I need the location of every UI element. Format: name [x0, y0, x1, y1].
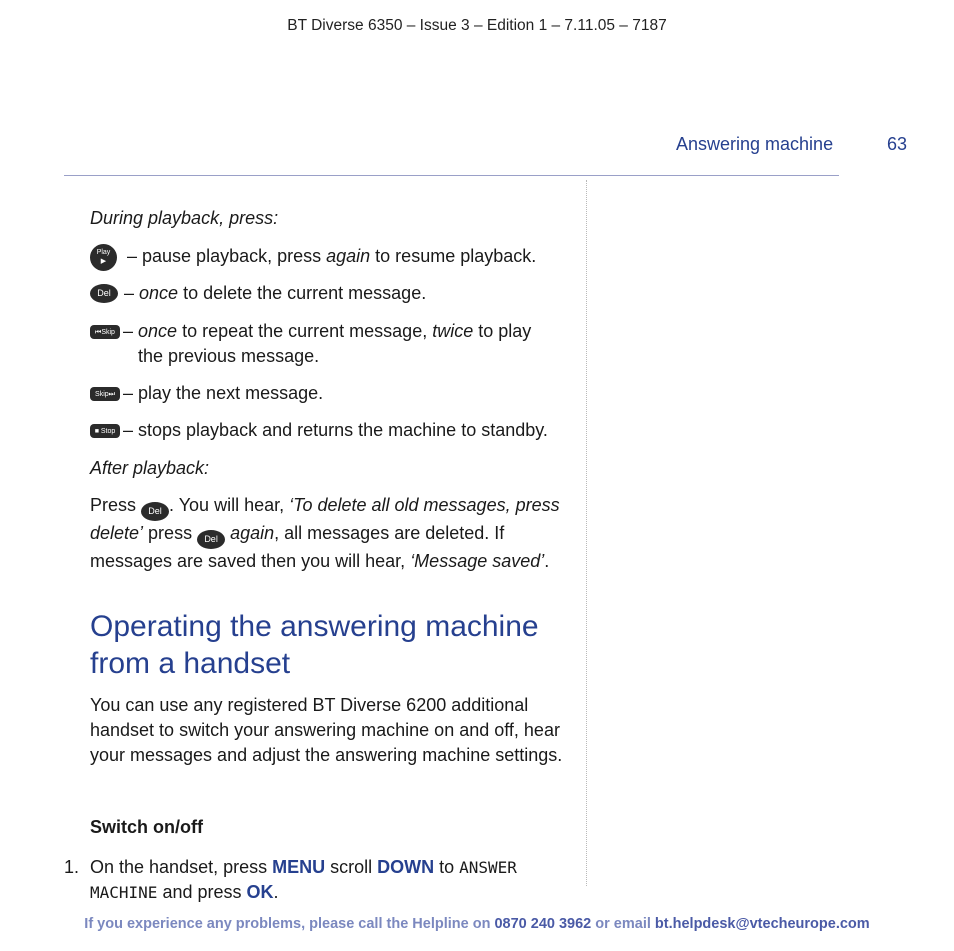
skip-forward-key-icon: Skip⏭ [90, 387, 120, 401]
stop-instruction: ■ Stop – stops playback and returns the machine to standby. [90, 418, 548, 443]
stop-key-icon: ■ Stop [90, 424, 120, 438]
play-key-icon: Play ▶ [90, 244, 117, 271]
delete-key-icon: Del [141, 502, 169, 521]
column-divider [586, 180, 587, 886]
pause-instruction: Play ▶ – pause playback, press again to resume playback. [90, 244, 536, 271]
document-header: BT Diverse 6350 – Issue 3 – Edition 1 – 7.11.05 – 7187 [287, 17, 667, 34]
delete-key-icon: Del [90, 284, 118, 303]
helpdesk-email: bt.helpdesk@vtecheurope.com [654, 916, 870, 932]
next-instruction: Skip⏭ – play the next message. [90, 381, 323, 406]
repeat-instruction: ⏮Skip – once to repeat the current message, twice to play [90, 319, 531, 344]
delete-key-icon: Del [197, 530, 225, 549]
repeat-instruction-line2: the previous message. [138, 346, 320, 366]
step-number: 1. [64, 857, 80, 877]
step-1-text: On the handset, press MENU scroll DOWN to ANSWER MACHINE and press OK. [90, 857, 517, 902]
helpline-footer: If you experience any problems, please call the Helpline on 0870 240 3962 or email bt.helpdesk@vtecheurope.com [84, 916, 870, 932]
page-number: 63 [887, 134, 908, 154]
during-playback-label: During playback, press: [90, 208, 279, 228]
delete-instruction: Del – once to delete the current message. [90, 281, 426, 306]
after-playback-paragraph: Press Del . You will hear, ‘To delete all old messages, press delete’ press Del again, all messages are deleted. If messages are saved then you will hear, ‘Message saved’. [90, 495, 560, 571]
skip-back-key-icon: ⏮Skip [90, 325, 120, 339]
section-label: Answering machine [676, 134, 834, 154]
header-rule [64, 175, 839, 176]
intro-paragraph: You can use any registered BT Diverse 6200 additional handset to switch your answering machine on and off, hear your messages and adjust the answering machine settings. [90, 695, 563, 765]
switch-on-off-heading: Switch on/off [90, 817, 203, 837]
helpline-phone: 0870 240 3962 [494, 916, 592, 932]
display-text: ANSWER MACHINE [90, 858, 517, 902]
after-playback-label: After playback: [90, 458, 210, 478]
section-heading: Operating the answering machine from a handset [90, 610, 539, 680]
